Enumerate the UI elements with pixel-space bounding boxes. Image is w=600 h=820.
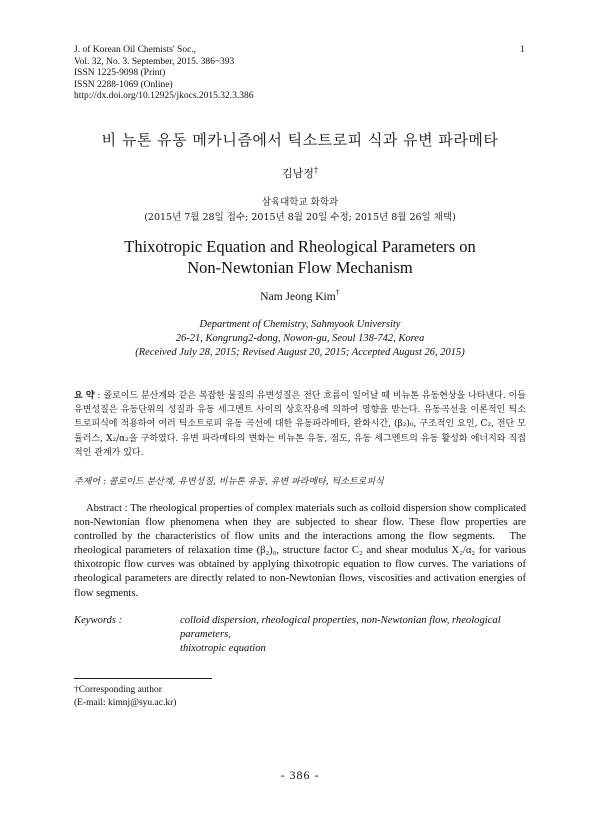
footnote-divider: [74, 678, 212, 679]
english-keywords-line1: colloid dispersion, rheological properties, non-Newtonian flow, rheological parameters,: [180, 615, 501, 640]
footnote-email: (E-mail: kimnj@syu.ac.kr): [74, 698, 177, 708]
korean-keywords: 주제어 : 콜로이드 분산계, 유변성질, 비뉴톤 유동, 유변 파라메타, 틱소트로피식: [74, 477, 384, 487]
english-author-name: Nam Jeong Kim: [260, 290, 336, 303]
english-title-line1: Thixotropic Equation and Rheological Parameters on: [124, 237, 476, 256]
korean-title: 비 뉴톤 유동 메카니즘에서 틱소트로피 식과 유변 파라메타: [101, 131, 499, 149]
english-abstract-label: Abstract: [86, 503, 122, 514]
issn-online: ISSN 2288-1069 (Online): [74, 79, 173, 90]
english-abstract-text1: The rheological properties of complex materials such as colloid dispersion show complicated non-Newtonian flow phenomena when they are subjected to shear flow. These flow properties are controlled by the characteristics of flow units and the interactions among the flow segments.: [74, 503, 526, 543]
english-keywords: [74, 614, 534, 656]
doi-link[interactable]: http://dx.doi.org/10.12925/jkocs.2015.32.3.386: [74, 91, 254, 102]
korean-dates: (2015년 7월 28일 접수; 2015년 8월 20일 수정; 2015년 8월 26일 채택): [144, 212, 456, 223]
english-title: [0, 236, 600, 278]
bottom-page-number: - 386 -: [280, 768, 320, 782]
english-dates: (Received July 28, 2015; Revised August 20, 2015; Accepted August 26, 2015): [135, 347, 465, 358]
english-author: [0, 288, 600, 303]
english-affiliation-dept: Department of Chemistry, Sahmyook University: [199, 319, 401, 330]
footnote: [74, 684, 374, 710]
journal-name: J. of Korean Oil Chemists' Soc.,: [74, 45, 197, 55]
journal-volume: Vol. 32, No. 3. September, 2015. 386~393: [74, 56, 235, 67]
footnote-label: Corresponding author: [78, 685, 162, 695]
journal-info: [74, 45, 434, 103]
english-abstract-text2: The rheological parameters of relaxation time (β₂)₀, structure factor C₂ and shear modulus X₂/α₂ for various thixotropic flow curves was obtained by applying thixotropic equation to flow curves. The variations of rheological parameters are directly related to non-Newtonian flows, viscosities and activation energies of flow segments.: [74, 531, 526, 599]
issn-print: ISSN 1225-9098 (Print): [74, 68, 166, 79]
english-affiliation: [0, 318, 600, 360]
korean-author: [0, 165, 600, 181]
english-keywords-label: Keywords :: [74, 615, 123, 626]
korean-abstract-label: 요 약: [74, 391, 95, 401]
english-abstract: Abstract : The rheological properties of complex materials such as colloid dispersion show complicated non-Newtonian flow phenomena when they are subjected to shear flow. These flow properties are controlled by the characteristics of flow units and the interactions among the flow segments. The rheological parameters of relaxation time (β₂)₀, structure factor C₂ and shear modulus X₂/α₂ for various thixotropic flow curves was obtained by applying thixotropic equation to flow curves. The variations of rheological parameters are directly related to non-Newtonian flows, viscosities and activation energies of flow segments.: [74, 503, 526, 599]
english-title-line2: Non-Newtonian Flow Mechanism: [187, 258, 413, 277]
english-corresponding-mark: †: [335, 288, 340, 297]
korean-author-name: 김남정: [282, 167, 314, 180]
corresponding-mark: †: [313, 165, 318, 175]
top-page-number: 1: [520, 45, 525, 55]
english-affiliation-address: 26-21, Kongrung2-dong, Nowon-gu, Seoul 138-742, Korea: [175, 333, 425, 344]
korean-affiliation: 삼육대학교 화학과: [261, 197, 339, 208]
korean-abstract-text: 콜로이드 분산계와 같은 복잡한 물질의 유변성질은 전단 흐름이 일어날 때 비뉴톤 유동현상을 나타낸다. 이들 유변성질은 유동단위의 성질과 유동 세그멘트 사이의 상호작용에 의하여 영향을 받는다. 유동곡선을 이론적인 틱소트로피식에 적용하여 여러 틱소트로피 유동 곡선에 대한 유동파라메타, 완화시간, (β₂)₀, 구조적인 요인, C₂, 전단 모듈러스, X₂/α₂을 구하였다. 유변 파라메타의 변화는 비뉴톤 유동, 점도, 유동 세그멘트의 유동 활성화 에너지와 직접적인 관계가 있다.: [74, 391, 526, 458]
footnote-mark: †: [74, 685, 79, 695]
korean-abstract: 요 약 : 콜로이드 분산계와 같은 복잡한 물질의 유변성질은 전단 흐름이 일어날 때 비뉴톤 유동현상을 나타낸다. 이들 유변성질은 유동단위의 성질과 유동 세그멘트 사이의 상호작용에 의하여 영향을 받는다. 유동곡선을 이론적인 틱소트로피식에 적용하여 여러 틱소트로피 유동 곡선에 대한 유동파라메타, 완화시간, (β₂)₀, 구조적인 요인, C₂, 전단 모듈러스, X₂/α₂을 구하였다. 유변 파라메타의 변화는 비뉴톤 유동, 점도, 유동 세그멘트의 유동 활성화 에너지와 직접적인 관계가 있다.: [74, 391, 526, 458]
english-keywords-line2: thixotropic equation: [180, 643, 266, 654]
